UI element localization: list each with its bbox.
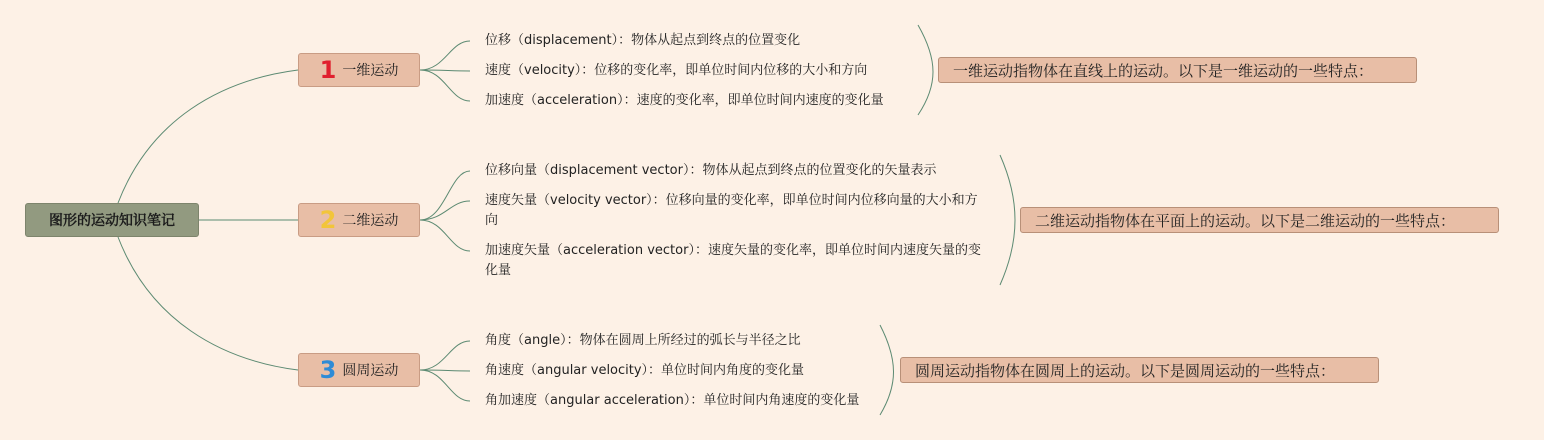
leaf-angular-acceleration[interactable]: 角加速度（angular acceleration）：单位时间内角速度的变化量 (485, 393, 860, 408)
connector-branch-3-leaf-3 (420, 370, 470, 401)
branch-label: 二维运动 (342, 213, 399, 229)
number-one-icon: 1 (319, 56, 337, 84)
branch-node-1d-motion[interactable] (298, 53, 420, 87)
number-two-icon: 2 (319, 206, 337, 234)
summary-1d-motion[interactable]: 一维运动指物体在直线上的运动。以下是一维运动的一些特点： (938, 57, 1417, 83)
summary-bracket-1 (918, 25, 933, 115)
number-three-icon: 3 (319, 356, 337, 384)
connector-branch-2-leaf-3 (420, 220, 470, 251)
connector-branch-3-leaf-1 (420, 341, 470, 370)
branch-label: 一维运动 (342, 63, 399, 79)
leaf-velocity-vector[interactable]: 速度矢量（velocity vector）：位移向量的变化率，即单位时间内位移向量的大小和方向 (485, 193, 978, 228)
summary-bracket-2 (1000, 155, 1015, 285)
leaf-angle[interactable]: 角度（angle）：物体在圆周上所经过的弧长与半径之比 (485, 333, 801, 348)
connector-branch-1-leaf-1 (420, 41, 470, 70)
summary-bracket-3 (880, 325, 894, 415)
connector-branch-2-leaf-2 (420, 201, 470, 220)
leaf-acceleration[interactable]: 加速度（acceleration）：速度的变化率，即单位时间内速度的变化量 (485, 93, 884, 108)
root-node[interactable]: 图形的运动知识笔记 (25, 203, 199, 237)
summary-circular-motion[interactable]: 圆周运动指物体在圆周上的运动。以下是圆周运动的一些特点： (900, 357, 1379, 383)
branch-node-circular-motion[interactable] (298, 353, 420, 387)
leaf-acceleration-vector[interactable]: 加速度矢量（acceleration vector）：速度矢量的变化率，即单位时间内速度矢量的变化量 (485, 243, 981, 278)
summary-2d-motion[interactable]: 二维运动指物体在平面上的运动。以下是二维运动的一些特点： (1020, 207, 1499, 233)
leaf-velocity[interactable]: 速度（velocity）：位移的变化率，即单位时间内位移的大小和方向 (485, 63, 868, 78)
leaf-angular-velocity[interactable]: 角速度（angular velocity）：单位时间内角度的变化量 (485, 363, 805, 378)
leaf-displacement-vector[interactable]: 位移向量（displacement vector）：物体从起点到终点的位置变化的矢量表示 (485, 163, 937, 178)
connector-branch-1-leaf-3 (420, 70, 470, 101)
leaf-displacement[interactable]: 位移（displacement）：物体从起点到终点的位置变化 (485, 33, 801, 48)
connector-branch-2-leaf-1 (420, 171, 470, 220)
branch-label: 圆周运动 (342, 363, 399, 379)
connector-root-branch-3 (118, 237, 298, 370)
connector-root-branch-1 (118, 70, 298, 203)
branch-node-2d-motion[interactable] (298, 203, 420, 237)
